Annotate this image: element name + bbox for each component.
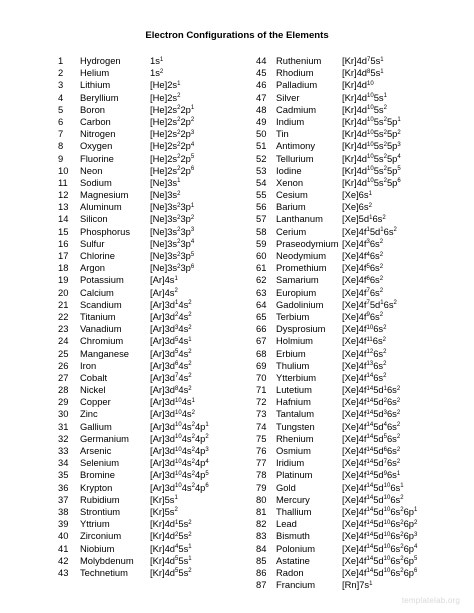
electron-configuration: $[Ne]3s^23p^4$ <box>150 237 195 249</box>
element-name: Radon <box>276 566 304 578</box>
atomic-number: 55 <box>256 189 267 201</box>
element-name: Tungsten <box>276 420 315 432</box>
element-name: Mercury <box>276 493 310 505</box>
electron-configuration: $[Xe]4f^56s^2$ <box>342 262 384 274</box>
electron-configuration: $[Xe]4f^96s^2$ <box>342 310 384 322</box>
element-name: Bromine <box>80 469 115 481</box>
atomic-number: 69 <box>256 359 267 371</box>
atomic-number: 7 <box>58 128 64 140</box>
electron-configuration: $[Kr]4d^55s^1$ <box>150 554 192 566</box>
element-name: Dysprosium <box>276 323 326 335</box>
element-name: Gold <box>276 481 296 493</box>
element-name: Beryllium <box>80 91 119 103</box>
atomic-number: 70 <box>256 371 267 383</box>
electron-configuration: $[He]2s^22p^3$ <box>150 128 195 140</box>
element-name: Carbon <box>80 115 111 127</box>
element-name: Gadolinium <box>276 298 324 310</box>
electron-configuration: $[Kr]4d^{10}5s^25p^2$ <box>342 128 401 140</box>
electron-configuration: $[He]2s^22p^4$ <box>150 140 195 152</box>
element-name: Rubidium <box>80 493 120 505</box>
atomic-number: 86 <box>256 566 267 578</box>
atomic-number: 60 <box>256 250 267 261</box>
atomic-number: 5 <box>58 103 64 115</box>
atomic-number: 64 <box>256 298 267 310</box>
element-name: Vanadium <box>80 323 122 335</box>
electron-configuration: $[Ne]3s^23p^1$ <box>150 201 195 213</box>
electron-configuration: $[Kr]4d^{10}5s^25p^6$ <box>342 176 401 188</box>
element-name: Neodymium <box>276 250 327 261</box>
atomic-number: 46 <box>256 79 267 91</box>
element-name: Magnesium <box>80 189 129 201</box>
atomic-number: 8 <box>58 140 64 152</box>
element-name: Praseodymium <box>276 237 339 249</box>
electron-configuration: $[Kr]4d^55s^2$ <box>150 566 192 578</box>
atomic-number: 84 <box>256 542 267 554</box>
atomic-number: 61 <box>256 262 267 274</box>
electron-configuration: $[Ne]3s^23p^5$ <box>150 250 195 261</box>
electron-configuration: $[Ar]3d^34s^2$ <box>150 323 192 335</box>
atomic-number: 47 <box>256 91 267 103</box>
electron-configuration: $[Kr]4d^75s^1$ <box>342 55 384 66</box>
element-name: Ytterbium <box>276 371 317 383</box>
atomic-number: 32 <box>58 432 69 444</box>
element-name: Oxygen <box>80 140 113 152</box>
atomic-number: 62 <box>256 274 267 286</box>
atomic-number: 34 <box>58 457 69 469</box>
electron-configuration: $[Xe]6s^1$ <box>342 189 372 201</box>
electron-configuration: $[Ar]3d^{10}4s^24p^5$ <box>150 469 209 481</box>
atomic-number: 29 <box>58 396 69 408</box>
atomic-number: 85 <box>256 554 267 566</box>
electron-configuration: $[Ar]3d^{10}4s^24p^1$ <box>150 420 209 432</box>
element-name: Osmium <box>276 445 311 456</box>
element-name: Calcium <box>80 286 114 298</box>
atomic-number: 58 <box>256 225 267 237</box>
atomic-number: 56 <box>256 201 267 213</box>
element-name: Copper <box>80 396 111 408</box>
element-name: Tantalum <box>276 408 315 420</box>
electron-configuration: $[Ar]3d^84s^2$ <box>150 384 192 396</box>
electron-configuration: $[Kr]4d^15s^2$ <box>150 518 192 530</box>
element-name: Holmium <box>276 335 313 347</box>
electron-configuration: $[Ne]3s^1$ <box>150 176 181 188</box>
atomic-number: 54 <box>256 176 267 188</box>
electron-configuration: $[Xe]4f^{14}5d^{10}6s^26p^3$ <box>342 530 418 542</box>
atomic-number: 6 <box>58 115 64 127</box>
element-name: Xenon <box>276 176 304 188</box>
element-name: Platinum <box>276 469 313 481</box>
electron-configuration: $[Xe]4f^{12}6s^2$ <box>342 347 387 359</box>
atomic-number: 63 <box>256 286 267 298</box>
electron-configuration: $[Xe]4f^{14}5d^16s^2$ <box>342 384 401 396</box>
atomic-number: 38 <box>58 505 69 517</box>
atomic-number: 48 <box>256 103 267 115</box>
electron-configuration: $[Ar]3d^64s^2$ <box>150 359 192 371</box>
atomic-number: 35 <box>58 469 69 481</box>
element-name: Lutetium <box>276 384 312 396</box>
element-name: Hafnium <box>276 396 311 408</box>
element-name: Astatine <box>276 554 310 566</box>
electron-configuration: $[Ar]3d^{10}4s^24p^4$ <box>150 457 209 469</box>
element-name: Boron <box>80 103 106 115</box>
electron-configuration: $[Kr]4d^85s^1$ <box>342 67 384 79</box>
atomic-number: 66 <box>256 323 267 335</box>
electron-configuration: $[Kr]5s^2$ <box>150 505 178 517</box>
electron-configuration: $[Ne]3s^23p^6$ <box>150 262 195 274</box>
electron-configuration: $[Ar]3d^{10}4s^24p^6$ <box>150 481 209 493</box>
electron-configuration: $[Xe]4f^{14}5d^{10}6s^26p^2$ <box>342 518 418 530</box>
electron-configuration: $[Kr]4d^{10}5s^2$ <box>342 103 387 115</box>
atomic-number: 9 <box>58 152 64 164</box>
electron-configuration: $1s^2$ <box>150 67 164 79</box>
element-name: Bismuth <box>276 530 310 542</box>
electron-configuration: $[Kr]4d^{10}5s^25p^5$ <box>342 164 401 176</box>
element-name: Strontium <box>80 505 121 517</box>
element-name: Manganese <box>80 347 129 359</box>
electron-configuration: $[Xe]4f^{14}5d^46s^2$ <box>342 420 401 432</box>
atomic-number: 71 <box>256 384 267 396</box>
electron-configuration: $[Xe]4f^{11}6s^2$ <box>342 335 386 347</box>
element-name: Lithium <box>80 79 111 91</box>
atomic-number: 3 <box>58 79 64 91</box>
atomic-number: 15 <box>58 225 69 237</box>
electron-configuration: $[Xe]4f^46s^2$ <box>342 250 384 261</box>
atomic-number: 45 <box>256 67 267 79</box>
electron-configuration: $[Xe]4f^{13}6s^2$ <box>342 359 387 371</box>
atomic-number: 44 <box>256 55 267 66</box>
electron-configuration: $[Xe]6s^2$ <box>342 201 372 213</box>
atomic-number: 11 <box>58 176 68 188</box>
element-name: Cerium <box>276 225 307 237</box>
electron-configuration: $[Xe]4f^15d^16s^2$ <box>342 225 397 237</box>
element-name: Neon <box>80 164 103 176</box>
element-name: Nickel <box>80 384 106 396</box>
electron-configuration: $[He]2s^22p^1$ <box>150 103 195 115</box>
electron-configuration: $[He]2s^22p^6$ <box>150 164 195 176</box>
atomic-number: 82 <box>256 518 267 530</box>
electron-configuration: $[Ar]3d^54s^1$ <box>150 335 192 347</box>
element-name: Thallium <box>276 505 312 517</box>
element-name: Ruthenium <box>276 55 322 66</box>
element-name: Molybdenum <box>80 554 134 566</box>
element-name: Rhenium <box>276 432 314 444</box>
electron-configuration: $[Xe]4f^{14}5d^{10}6s^26p^6$ <box>342 566 418 578</box>
element-name: Yttrium <box>80 518 110 530</box>
atomic-number: 21 <box>58 298 69 310</box>
electron-configuration: $[Xe]4f^{14}5d^36s^2$ <box>342 408 401 420</box>
element-name: Iodine <box>276 164 302 176</box>
electron-configuration: $[Ne]3s^23p^2$ <box>150 213 195 225</box>
electron-configuration: $[Ar]3d^{10}4s^1$ <box>150 396 195 408</box>
atomic-number: 41 <box>58 542 69 554</box>
atomic-number: 52 <box>256 152 267 164</box>
atomic-number: 14 <box>58 213 69 225</box>
electron-configuration: $[Xe]4f^{14}5d^{10}6s^1$ <box>342 481 404 493</box>
element-name: Sodium <box>80 176 112 188</box>
atomic-number: 83 <box>256 530 267 542</box>
element-name: Arsenic <box>80 445 112 456</box>
element-name: Krypton <box>80 481 113 493</box>
electron-configuration: $[Xe]4f^{14}5d^26s^2$ <box>342 396 401 408</box>
element-name: Niobium <box>80 542 115 554</box>
atomic-number: 80 <box>256 493 267 505</box>
electron-configuration: $[Ar]3d^54s^2$ <box>150 347 192 359</box>
electron-configuration: $[Ar]3d^{10}4s^24p^3$ <box>150 445 209 456</box>
electron-configuration: $[Xe]5d^16s^2$ <box>342 213 386 225</box>
electron-configuration: $[Kr]4d^{10}5s^25p^1$ <box>342 115 401 127</box>
element-name: Aluminum <box>80 201 122 213</box>
electron-configuration: $[Ar]3d^{10}4s^24p^2$ <box>150 432 209 444</box>
electron-configuration: $[Ne]3s^23p^3$ <box>150 225 195 237</box>
electron-configuration: $[He]2s^22p^5$ <box>150 152 195 164</box>
electron-configuration: $[Xe]4f^{14}5d^76s^2$ <box>342 457 401 469</box>
electron-configuration: $[Kr]4d^{10}5s^25p^4$ <box>342 152 401 164</box>
element-name: Zirconium <box>80 530 122 542</box>
atomic-number: 39 <box>58 518 69 530</box>
electron-configuration: $[Ar]4s^1$ <box>150 274 178 286</box>
electron-configuration: $[Xe]4f^76s^2$ <box>342 286 384 298</box>
electron-configuration: $[Xe]4f^75d^16s^2$ <box>342 298 397 310</box>
atomic-number: 68 <box>256 347 267 359</box>
atomic-number: 18 <box>58 262 69 274</box>
element-name: Samarium <box>276 274 319 286</box>
electron-configuration: $[Ar]3d^14s^2$ <box>150 298 192 310</box>
atomic-number: 12 <box>58 189 69 201</box>
element-name: Indium <box>276 115 305 127</box>
element-name: Erbium <box>276 347 306 359</box>
atomic-number: 78 <box>256 469 267 481</box>
electron-configuration: $[Ar]3d^74s^2$ <box>150 371 192 383</box>
element-name: Antimony <box>276 140 316 152</box>
atomic-number: 37 <box>58 493 69 505</box>
electron-configuration: $[Xe]4f^{10}6s^2$ <box>342 323 387 335</box>
element-name: Sulfur <box>80 237 105 249</box>
electron-configuration: $[Kr]4d^45s^1$ <box>150 542 192 554</box>
element-name: Fluorine <box>80 152 114 164</box>
element-name: Chromium <box>80 335 124 347</box>
atomic-number: 28 <box>58 384 69 396</box>
element-name: Potassium <box>80 274 124 286</box>
atomic-number: 87 <box>256 579 267 591</box>
electron-configuration: $[Kr]4d^25s^2$ <box>150 530 192 542</box>
atomic-number: 25 <box>58 347 69 359</box>
electron-configuration: $[Kr]4d^{10}$ <box>342 79 374 91</box>
electron-configuration: $[Ar]4s^2$ <box>150 286 178 298</box>
page-title: Electron Configurations of the Elements <box>145 30 329 41</box>
element-name: Selenium <box>80 457 120 469</box>
atomic-number: 19 <box>58 274 69 286</box>
atomic-number: 76 <box>256 445 267 456</box>
element-name: Chlorine <box>80 250 115 261</box>
element-name: Scandium <box>80 298 122 310</box>
element-name: Terbium <box>276 310 310 322</box>
atomic-number: 53 <box>256 164 267 176</box>
atomic-number: 24 <box>58 335 69 347</box>
element-name: Iridium <box>276 457 305 469</box>
electron-configuration: $[Xe]4f^{14}6s^2$ <box>342 371 387 383</box>
element-name: Tellurium <box>276 152 314 164</box>
atomic-number: 51 <box>256 140 267 152</box>
atomic-number: 4 <box>58 91 64 103</box>
atomic-number: 26 <box>58 359 69 371</box>
electron-configuration: $[Kr]4d^{10}5s^25p^3$ <box>342 140 401 152</box>
electron-configuration: $[Xe]4f^{14}5d^66s^2$ <box>342 445 401 456</box>
atomic-number: 79 <box>256 481 267 493</box>
element-name: Cadmium <box>276 103 317 115</box>
atomic-number: 23 <box>58 323 69 335</box>
atomic-number: 42 <box>58 554 69 566</box>
atomic-number: 43 <box>58 566 69 578</box>
element-name: Gallium <box>80 420 112 432</box>
electron-configuration: $[Kr]5s^1$ <box>150 493 178 505</box>
electron-configuration: $[Xe]4f^{14}5d^{10}6s^26p^5$ <box>342 554 418 566</box>
atomic-number: 77 <box>256 457 267 469</box>
element-name: Thulium <box>276 359 310 371</box>
element-name: Silicon <box>80 213 108 225</box>
atomic-number: 30 <box>58 408 69 420</box>
atomic-number: 22 <box>58 310 69 322</box>
atomic-number: 73 <box>256 408 267 420</box>
element-name: Germanium <box>80 432 129 444</box>
element-name: Barium <box>276 201 306 213</box>
electron-configuration: $[Ar]3d^{10}4s^2$ <box>150 408 195 420</box>
atomic-number: 65 <box>256 310 267 322</box>
electron-configuration: $[He]2s^2$ <box>150 91 181 103</box>
element-name: Promethium <box>276 262 327 274</box>
element-name: Tin <box>276 128 289 140</box>
atomic-number: 74 <box>256 420 267 432</box>
electron-configuration: $[He]2s^22p^2$ <box>150 115 195 127</box>
atomic-number: 49 <box>256 115 267 127</box>
electron-configuration: $[Xe]4f^36s^2$ <box>342 237 384 249</box>
electron-configuration: $1s^1$ <box>150 55 164 66</box>
element-name: Europium <box>276 286 317 298</box>
element-name: Lead <box>276 518 297 530</box>
atomic-number: 40 <box>58 530 69 542</box>
electron-configuration: $[Xe]4f^{14}5d^{10}6s^26p^4$ <box>342 542 418 554</box>
atomic-number: 27 <box>58 371 69 383</box>
atomic-number: 36 <box>58 481 69 493</box>
atomic-number: 31 <box>58 420 69 432</box>
element-name: Hydrogen <box>80 55 121 66</box>
element-name: Francium <box>276 579 316 591</box>
element-name: Nitrogen <box>80 128 116 140</box>
atomic-number: 16 <box>58 237 69 249</box>
electron-configuration: $[Kr]4d^{10}5s^1$ <box>342 91 387 103</box>
electron-configuration: $[Xe]4f^{14}5d^56s^2$ <box>342 432 401 444</box>
atomic-number: 81 <box>256 505 267 517</box>
element-name: Cesium <box>276 189 308 201</box>
element-name: Zinc <box>80 408 98 420</box>
element-name: Cobalt <box>80 371 108 383</box>
electron-configuration: $[Ar]3d^24s^2$ <box>150 310 192 322</box>
element-name: Iron <box>80 359 97 371</box>
electron-configuration: $[Xe]4f^{14}5d^96s^1$ <box>342 469 401 481</box>
element-name: Technetium <box>80 566 128 578</box>
element-name: Helium <box>80 67 110 79</box>
atomic-number: 59 <box>256 237 267 249</box>
electron-configuration: $[Rn]7s^1$ <box>342 579 373 591</box>
atomic-number: 33 <box>58 445 69 456</box>
watermark: templatelab.org <box>401 596 460 605</box>
atomic-number: 20 <box>58 286 69 298</box>
atomic-number: 10 <box>58 164 69 176</box>
atomic-number: 57 <box>256 213 267 225</box>
electron-configuration: $[Xe]4f^66s^2$ <box>342 274 384 286</box>
atomic-number: 75 <box>256 432 267 444</box>
electron-configuration: $[Xe]4f^{14}5d^{10}6s^2$ <box>342 493 404 505</box>
atomic-number: 72 <box>256 396 267 408</box>
atomic-number: 17 <box>58 250 69 261</box>
electron-configuration: $[Ne]3s^2$ <box>150 189 181 201</box>
element-name: Argon <box>80 262 106 274</box>
electron-configuration: $[He]2s^1$ <box>150 79 181 91</box>
element-name: Rhodium <box>276 67 314 79</box>
element-name: Silver <box>276 91 300 103</box>
atomic-number: 67 <box>256 335 267 347</box>
element-name: Palladium <box>276 79 318 91</box>
atomic-number: 50 <box>256 128 267 140</box>
element-name: Lanthanum <box>276 213 323 225</box>
element-name: Phosphorus <box>80 225 131 237</box>
element-name: Polonium <box>276 542 316 554</box>
element-name: Titanium <box>80 310 116 322</box>
atomic-number: 13 <box>58 201 69 213</box>
atomic-number: 2 <box>58 67 64 79</box>
electron-configuration: $[Xe]4f^{14}5d^{10}6s^26p^1$ <box>342 505 418 517</box>
atomic-number: 1 <box>58 55 64 66</box>
